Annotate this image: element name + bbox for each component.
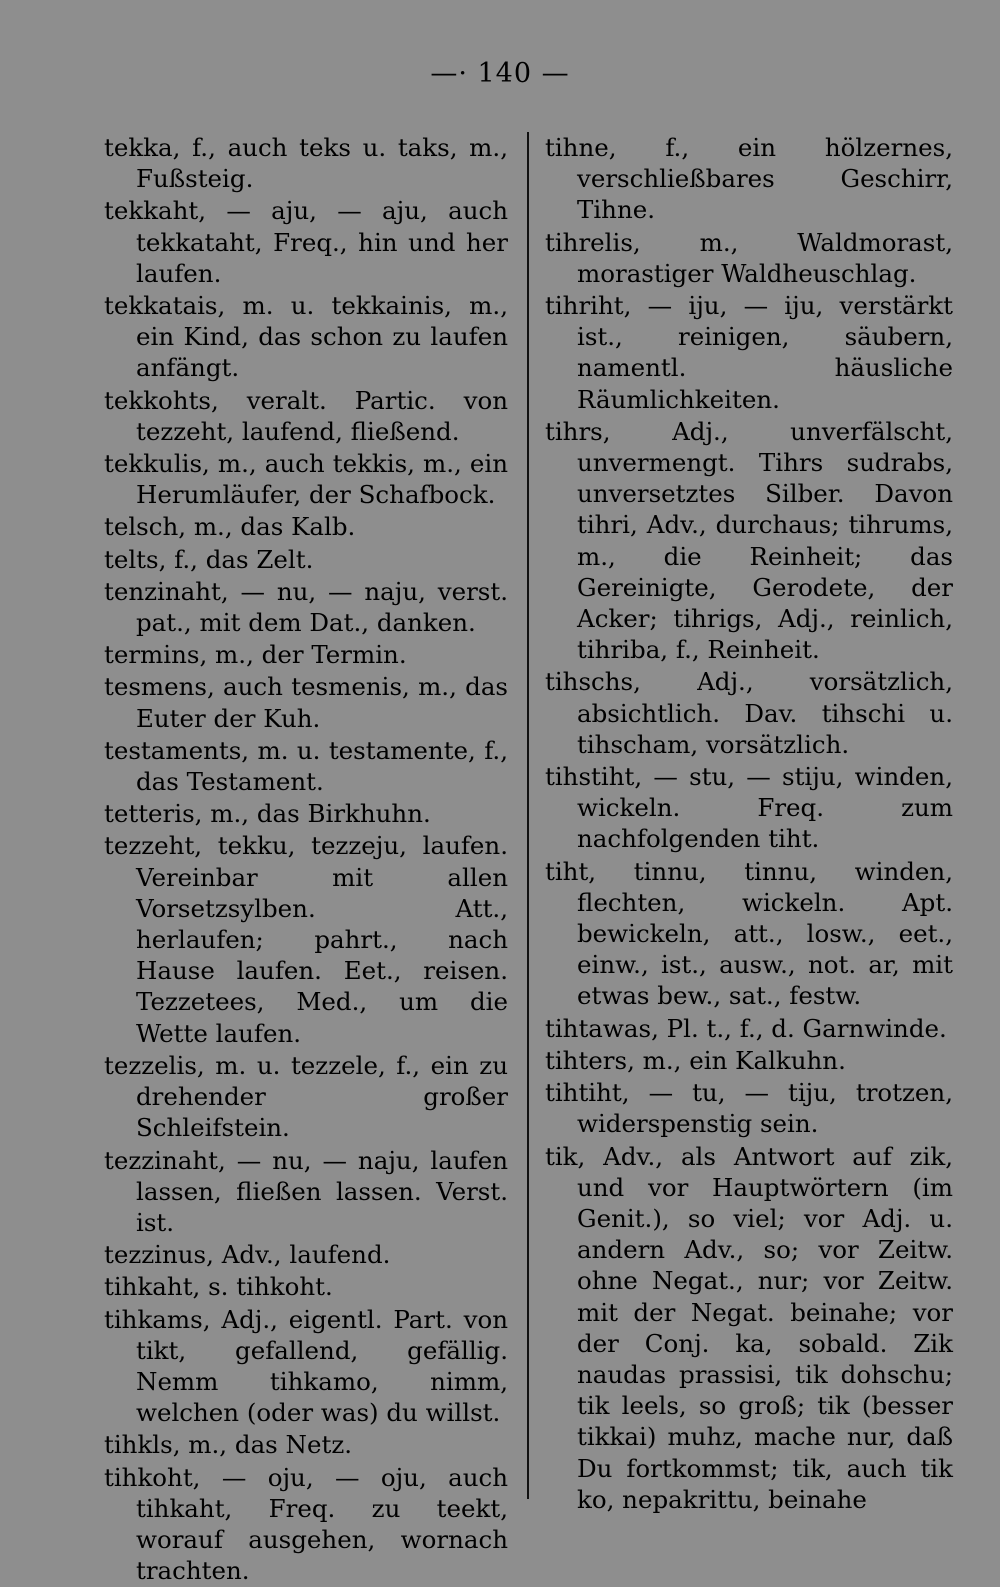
dictionary-entry: telts, f., das Zelt.: [104, 544, 314, 574]
right-column: [545, 132, 953, 1516]
left-column: [104, 132, 508, 1587]
dictionary-entry: tihriht, — iju, — iju, verstärkt ist., reinigen, säubern, namentl. häusliche Räumlichkeiten.: [545, 291, 953, 414]
dictionary-entry: tihkaht, s. tihkoht.: [104, 1272, 333, 1302]
dictionary-entry: tihters, m., ein Kalkuhn.: [545, 1045, 846, 1075]
dictionary-entry: tezzeht, tekku, tezzeju, laufen. Vereinbar mit allen Vorsetzsylben. Att., herlaufen; pahrt., nach Hause laufen. Eet., reisen. Tezzetees, Med., um die Wette laufen.: [104, 831, 508, 1048]
dictionary-entry: tihkams, Adj., eigentl. Part. von tikt, gefallend, gefällig. Nemm tihkamo, nimm, welchen (oder was) du willst.: [104, 1304, 508, 1428]
dictionary-entry: tezzelis, m. u. tezzele, f., ein zu drehender großer Schleifstein.: [104, 1050, 508, 1143]
dictionary-entry: tihstiht, — stu, — stiju, winden, wickeln. Freq. zum nachfolgenden tiht.: [545, 762, 953, 854]
dictionary-entry: tekkatais, m. u. tekkainis, m., ein Kind, das schon zu laufen anfängt.: [104, 291, 508, 383]
dictionary-entry: termins, m., der Termin.: [104, 640, 407, 670]
page-number: —· 140 —: [430, 58, 570, 89]
dictionary-entry: tekkohts, veralt. Partic. von tezzeht, laufend, fließend.: [104, 385, 508, 446]
dictionary-entry: tihschs, Adj., vorsätzlich, absichtlich. Dav. tihschi u. tihscham, vorsätzlich.: [545, 667, 953, 759]
dictionary-entry: tekkaht, — aju, — aju, auch tekkataht, Freq., hin und her laufen.: [104, 196, 508, 288]
dictionary-entry: tezzinus, Adv., laufend.: [104, 1240, 391, 1270]
dictionary-entry: tihtiht, — tu, — tiju, trotzen, widerspenstig sein.: [545, 1078, 953, 1139]
dictionary-entry: telsch, m., das Kalb.: [104, 512, 356, 542]
dictionary-entry: tihkls, m., das Netz.: [104, 1430, 353, 1460]
dictionary-entry: tiht, tinnu, tinnu, winden, flechten, wickeln. Apt. bewickeln, att., losw., eet., einw., ist., ausw., not. ar, mit etwas bew., sat., festw.: [545, 856, 953, 1011]
dictionary-entry: tekkulis, m., auch tekkis, m., ein Herumläufer, der Schafbock.: [104, 449, 508, 510]
dictionary-entry: tenzinaht, — nu, — naju, verst. pat., mit dem Dat., danken.: [104, 576, 508, 638]
dictionary-entry: tihrelis, m., Waldmorast, morastiger Waldheuschlag.: [545, 227, 953, 288]
dictionary-entry: tesmens, auch tesmenis, m., das Euter der Kuh.: [104, 672, 508, 733]
dictionary-entry: tihtawas, Pl. t., f., d. Garnwinde.: [545, 1013, 947, 1043]
dictionary-entry: tihkoht, — oju, — oju, auch tihkaht, Freq. zu teekt, worauf ausgehen, wornach trachten.: [104, 1462, 508, 1586]
column-divider: [527, 132, 529, 1499]
dictionary-entry: testaments, m. u. testamente, f., das Testament.: [104, 735, 508, 797]
dictionary-entry: tekka, f., auch teks u. taks, m., Fußsteig.: [104, 133, 508, 194]
dictionary-entry: tezzinaht, — nu, — naju, laufen lassen, fließen lassen. Verst. ist.: [104, 1145, 508, 1237]
dictionary-entry: tihrs, Adj., unverfälscht, unvermengt. Tihrs sudrabs, unversetztes Silber. Davon tihri, Adv., durchaus; tihrums, m., die Reinheit; das Gereinigte, Gerodete, der Acker; tihrigs, Adj., reinlich, tihriba, f., Reinheit.: [545, 416, 953, 665]
dictionary-entry: tik, Adv., als Antwort auf zik, und vor Hauptwörtern (im Genit.), so viel; vor Adj. u. andern Adv., so; vor Zeitw. ohne Negat., nur; vor Zeitw. mit der Negat. beinahe; vor der Conj. ka, sobald. Zik naudas prassisi, tik dohschu; tik leels, so groß; tik (besser tikkai) muhz, mache nur, daß Du fortkommst; tik, auch tik ko, nepakrittu, beinahe: [545, 1141, 953, 1514]
dictionary-entry: tihne, f., ein hölzernes, verschließbares Geschirr, Tihne.: [545, 133, 953, 225]
dictionary-entry: tetteris, m., das Birkhuhn.: [104, 799, 431, 829]
